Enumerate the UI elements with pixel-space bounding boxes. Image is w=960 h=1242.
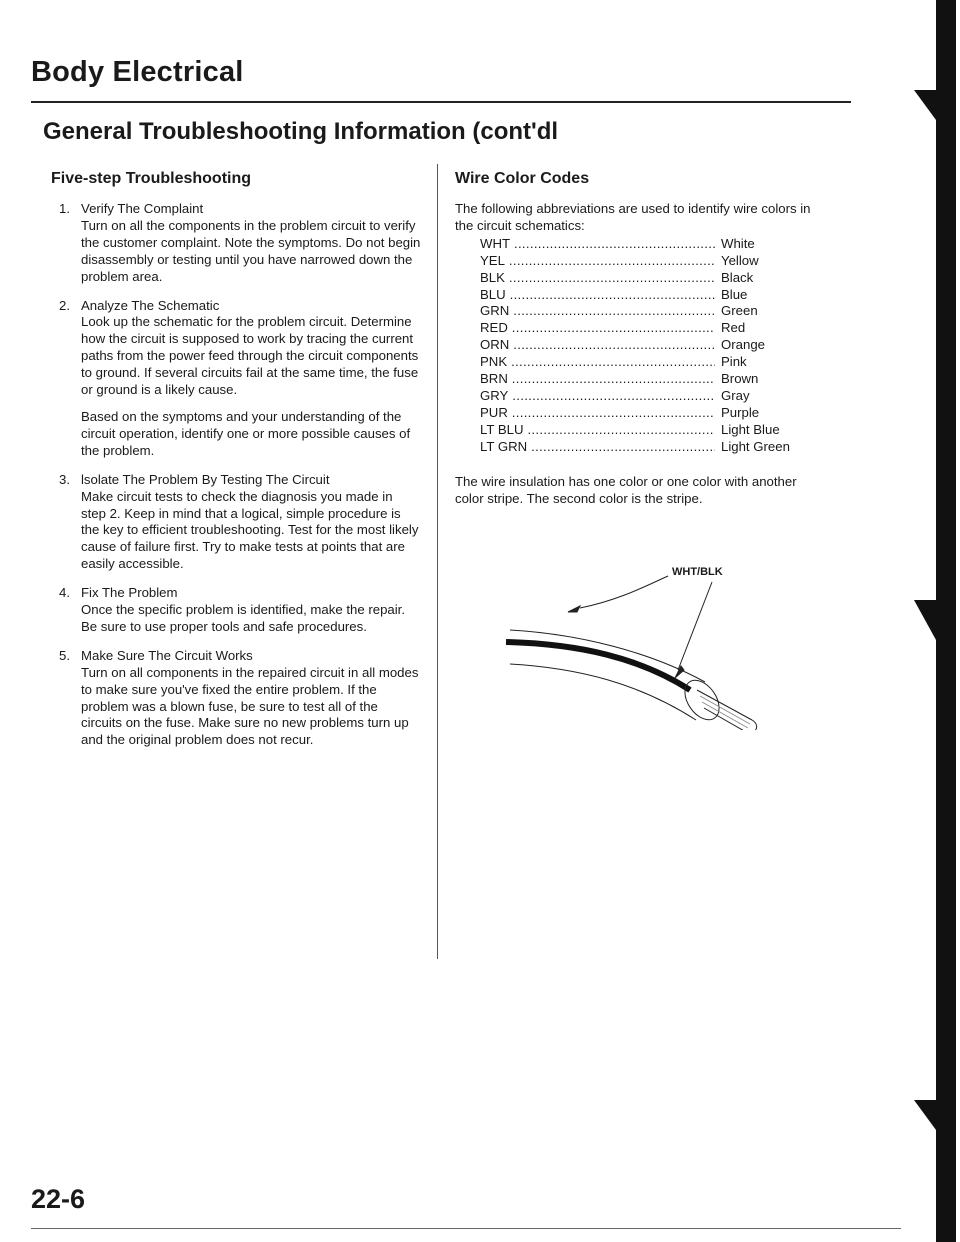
step-number: 2. bbox=[59, 297, 70, 313]
step-body: Turn on all the components in the problem circuit to verify the customer complaint. Note the symptoms. Do not begin disassembly or testing until you have narrowed down the problem area. bbox=[81, 217, 421, 284]
step-5 bbox=[51, 648, 421, 749]
step-title: Make Sure The Circuit Works bbox=[81, 647, 253, 663]
color-code-row bbox=[455, 270, 815, 287]
wire-color-column bbox=[455, 170, 815, 507]
color-name: Red bbox=[721, 320, 746, 336]
color-abbreviation: GRY ..... bbox=[480, 388, 715, 405]
color-code-row bbox=[455, 337, 815, 354]
step-number: 1. bbox=[59, 201, 70, 216]
color-code-row bbox=[455, 405, 815, 422]
color-code-row bbox=[455, 388, 815, 405]
color-abbreviation: LT BLU ..... bbox=[480, 422, 715, 439]
step-4 bbox=[51, 585, 421, 636]
color-abbreviation: WHT ..... bbox=[480, 236, 715, 253]
color-code-row bbox=[455, 439, 815, 456]
footer-divider bbox=[31, 1228, 901, 1229]
step-title: lsolate The Problem By Testing The Circuit bbox=[81, 471, 330, 487]
color-code-row bbox=[455, 422, 815, 439]
step-body: Make circuit tests to check the diagnosis you made in step 2. Keep in mind that a logical, simple procedure is the key to efficient troubleshooting. Test for the most likely cause of failure first. Try to make tests at points that are easily accessible. bbox=[81, 488, 419, 572]
step-body: Turn on all components in the repaired circuit in all modes to make sure you've fixed the entire problem. If the problem was a blown fuse, be sure to test all of the circuits on the fuse. Make sure no new problems turn up and the original problem does not recur. bbox=[81, 664, 419, 748]
step-title: Verify The Complaint bbox=[81, 201, 204, 216]
troubleshooting-column bbox=[51, 170, 421, 761]
title-divider bbox=[31, 101, 851, 103]
color-abbreviation: LT GRN ..... bbox=[480, 439, 715, 456]
section-title: General Troubleshooting Information (cont'dl bbox=[43, 118, 559, 145]
color-name: Blue bbox=[721, 286, 748, 302]
stripe-note: The wire insulation has one color or one color with another color stripe. The second color is the stripe. bbox=[455, 473, 797, 506]
color-abbreviation: BLK ..... bbox=[480, 270, 715, 287]
binding-edge-marks bbox=[910, 0, 960, 1242]
step-2 bbox=[51, 298, 421, 460]
step-body-continued: Based on the symptoms and your understanding of the circuit operation, identify one or more possible causes of the problem. bbox=[81, 408, 411, 458]
wire-color-intro: The following abbreviations are used to identify wire colors in the circuit schematics: bbox=[455, 201, 811, 233]
color-name: Black bbox=[721, 269, 754, 285]
color-abbreviation: GRN ..... bbox=[480, 303, 715, 320]
step-number: 3. bbox=[59, 471, 70, 487]
step-1 bbox=[51, 201, 421, 286]
color-abbreviation: BRN ..... bbox=[480, 371, 715, 388]
wire-figure-label: WHT/BLK bbox=[672, 566, 723, 578]
color-name: Gray bbox=[721, 387, 750, 403]
step-number: 5. bbox=[59, 647, 70, 663]
color-abbreviation: BLU ..... bbox=[480, 287, 715, 304]
color-code-row bbox=[455, 354, 815, 371]
color-code-row bbox=[455, 253, 815, 270]
color-code-row bbox=[455, 236, 815, 253]
color-name: Purple bbox=[721, 404, 760, 420]
step-number: 4. bbox=[59, 585, 70, 601]
color-code-list bbox=[455, 236, 815, 456]
step-body: Look up the schematic for the problem circuit. Determine how the circuit is supposed to work by tracing the current paths from the power feed through the circuit components to ground. If several circuits fail at the same time, the fuse or ground is a likely cause. bbox=[81, 314, 419, 398]
color-name: Orange bbox=[721, 337, 765, 353]
color-abbreviation: ORN ..... bbox=[480, 337, 715, 354]
color-abbreviation: PUR ..... bbox=[480, 405, 715, 422]
wire-color-heading: Wire Color Codes bbox=[455, 170, 590, 187]
color-abbreviation: YEL ..... bbox=[480, 253, 715, 270]
color-abbreviation: PNK ..... bbox=[480, 354, 715, 371]
step-body: Once the specific problem is identified, make the repair. Be sure to use proper tools and safe procedures. bbox=[81, 602, 405, 634]
color-name: Yellow bbox=[721, 252, 759, 268]
wire-illustration bbox=[500, 570, 780, 730]
step-title: Analyze The Schematic bbox=[81, 297, 220, 313]
color-code-row bbox=[455, 303, 815, 320]
column-divider bbox=[437, 164, 438, 959]
page-number: 22-6 bbox=[31, 1184, 86, 1214]
color-name: Pink bbox=[721, 354, 747, 370]
page-title: Body Electrical bbox=[31, 56, 244, 88]
color-code-row bbox=[455, 320, 815, 337]
troubleshooting-heading: Five-step Troubleshooting bbox=[51, 170, 252, 187]
color-name: White bbox=[721, 235, 755, 251]
step-title: Fix The Problem bbox=[81, 585, 178, 601]
color-code-row bbox=[455, 371, 815, 388]
color-abbreviation: RED ..... bbox=[480, 320, 715, 337]
color-name: Light Blue bbox=[721, 421, 780, 437]
color-name: Brown bbox=[721, 371, 759, 387]
color-name: Green bbox=[721, 303, 758, 319]
color-code-row bbox=[455, 287, 815, 304]
color-name: Light Green bbox=[721, 438, 790, 454]
step-3 bbox=[51, 472, 421, 573]
